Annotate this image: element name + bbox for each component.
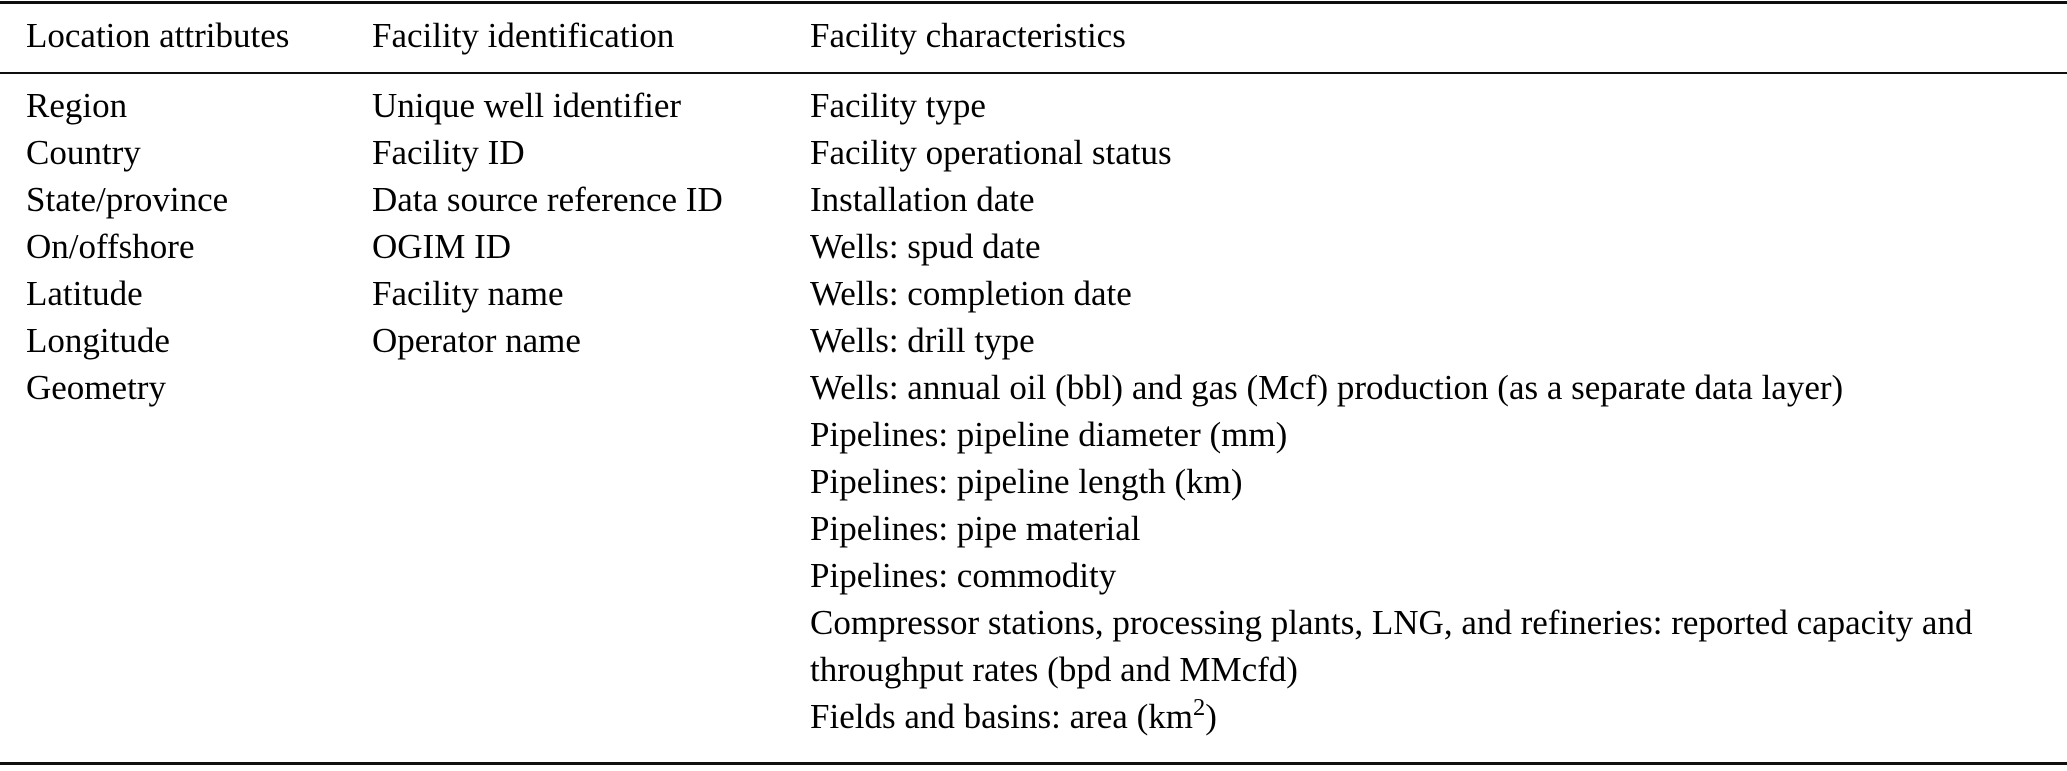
table-cell: Geometry [26, 368, 166, 407]
table-header-rule [0, 72, 2067, 74]
column-facility-characteristics [810, 82, 2055, 740]
table-cell: Pipelines: commodity [810, 556, 1117, 595]
table-cell: Pipelines: pipeline length (km) [810, 462, 1243, 501]
table-cell: Facility name [372, 274, 564, 313]
column-facility-identification [372, 82, 810, 740]
column-location-attributes [26, 82, 372, 740]
table-bottom-rule [0, 762, 2067, 765]
column-header-location-attributes: Location attributes [26, 16, 290, 55]
table-cell: Operator name [372, 321, 581, 360]
table-cell: Longitude [26, 321, 170, 360]
table-cell: Wells: completion date [810, 274, 1132, 313]
cell-text-part: Fields and basins: area (km [810, 697, 1193, 736]
table-cell: Facility ID [372, 133, 525, 172]
table-cell: On/offshore [26, 227, 195, 266]
column-header-facility-identification: Facility identification [372, 16, 675, 55]
table-cell: Compressor stations, processing plants, LNG, and refineries: reported capacity and throughput rates (bpd and MMcfd) [810, 603, 1973, 689]
table-header-row [0, 0, 2067, 72]
table-cell: Facility type [810, 86, 986, 125]
table-cell: Wells: spud date [810, 227, 1041, 266]
table-cell: Facility operational status [810, 133, 1172, 172]
table-cell: Pipelines: pipe material [810, 509, 1141, 548]
table-cell: Pipelines: pipeline diameter (mm) [810, 415, 1288, 454]
table-body [0, 82, 2067, 740]
superscript-2: 2 [1192, 693, 1206, 721]
table-cell-area [810, 693, 2055, 740]
table-cell: Region [26, 86, 128, 125]
table-cell: Latitude [26, 274, 143, 313]
table-cell: Country [26, 133, 141, 172]
table-cell: Wells: annual oil (bbl) and gas (Mcf) production (as a separate data layer) [810, 368, 1844, 407]
table-cell: State/province [26, 180, 229, 219]
table-cell: Data source reference ID [372, 180, 723, 219]
column-header-facility-characteristics: Facility characteristics [810, 16, 1126, 55]
table-cell: Installation date [810, 180, 1035, 219]
table-cell: OGIM ID [372, 227, 512, 266]
table-cell: Wells: drill type [810, 321, 1035, 360]
table-cell: Unique well identifier [372, 86, 682, 125]
cell-text-part: ) [1205, 697, 1217, 736]
